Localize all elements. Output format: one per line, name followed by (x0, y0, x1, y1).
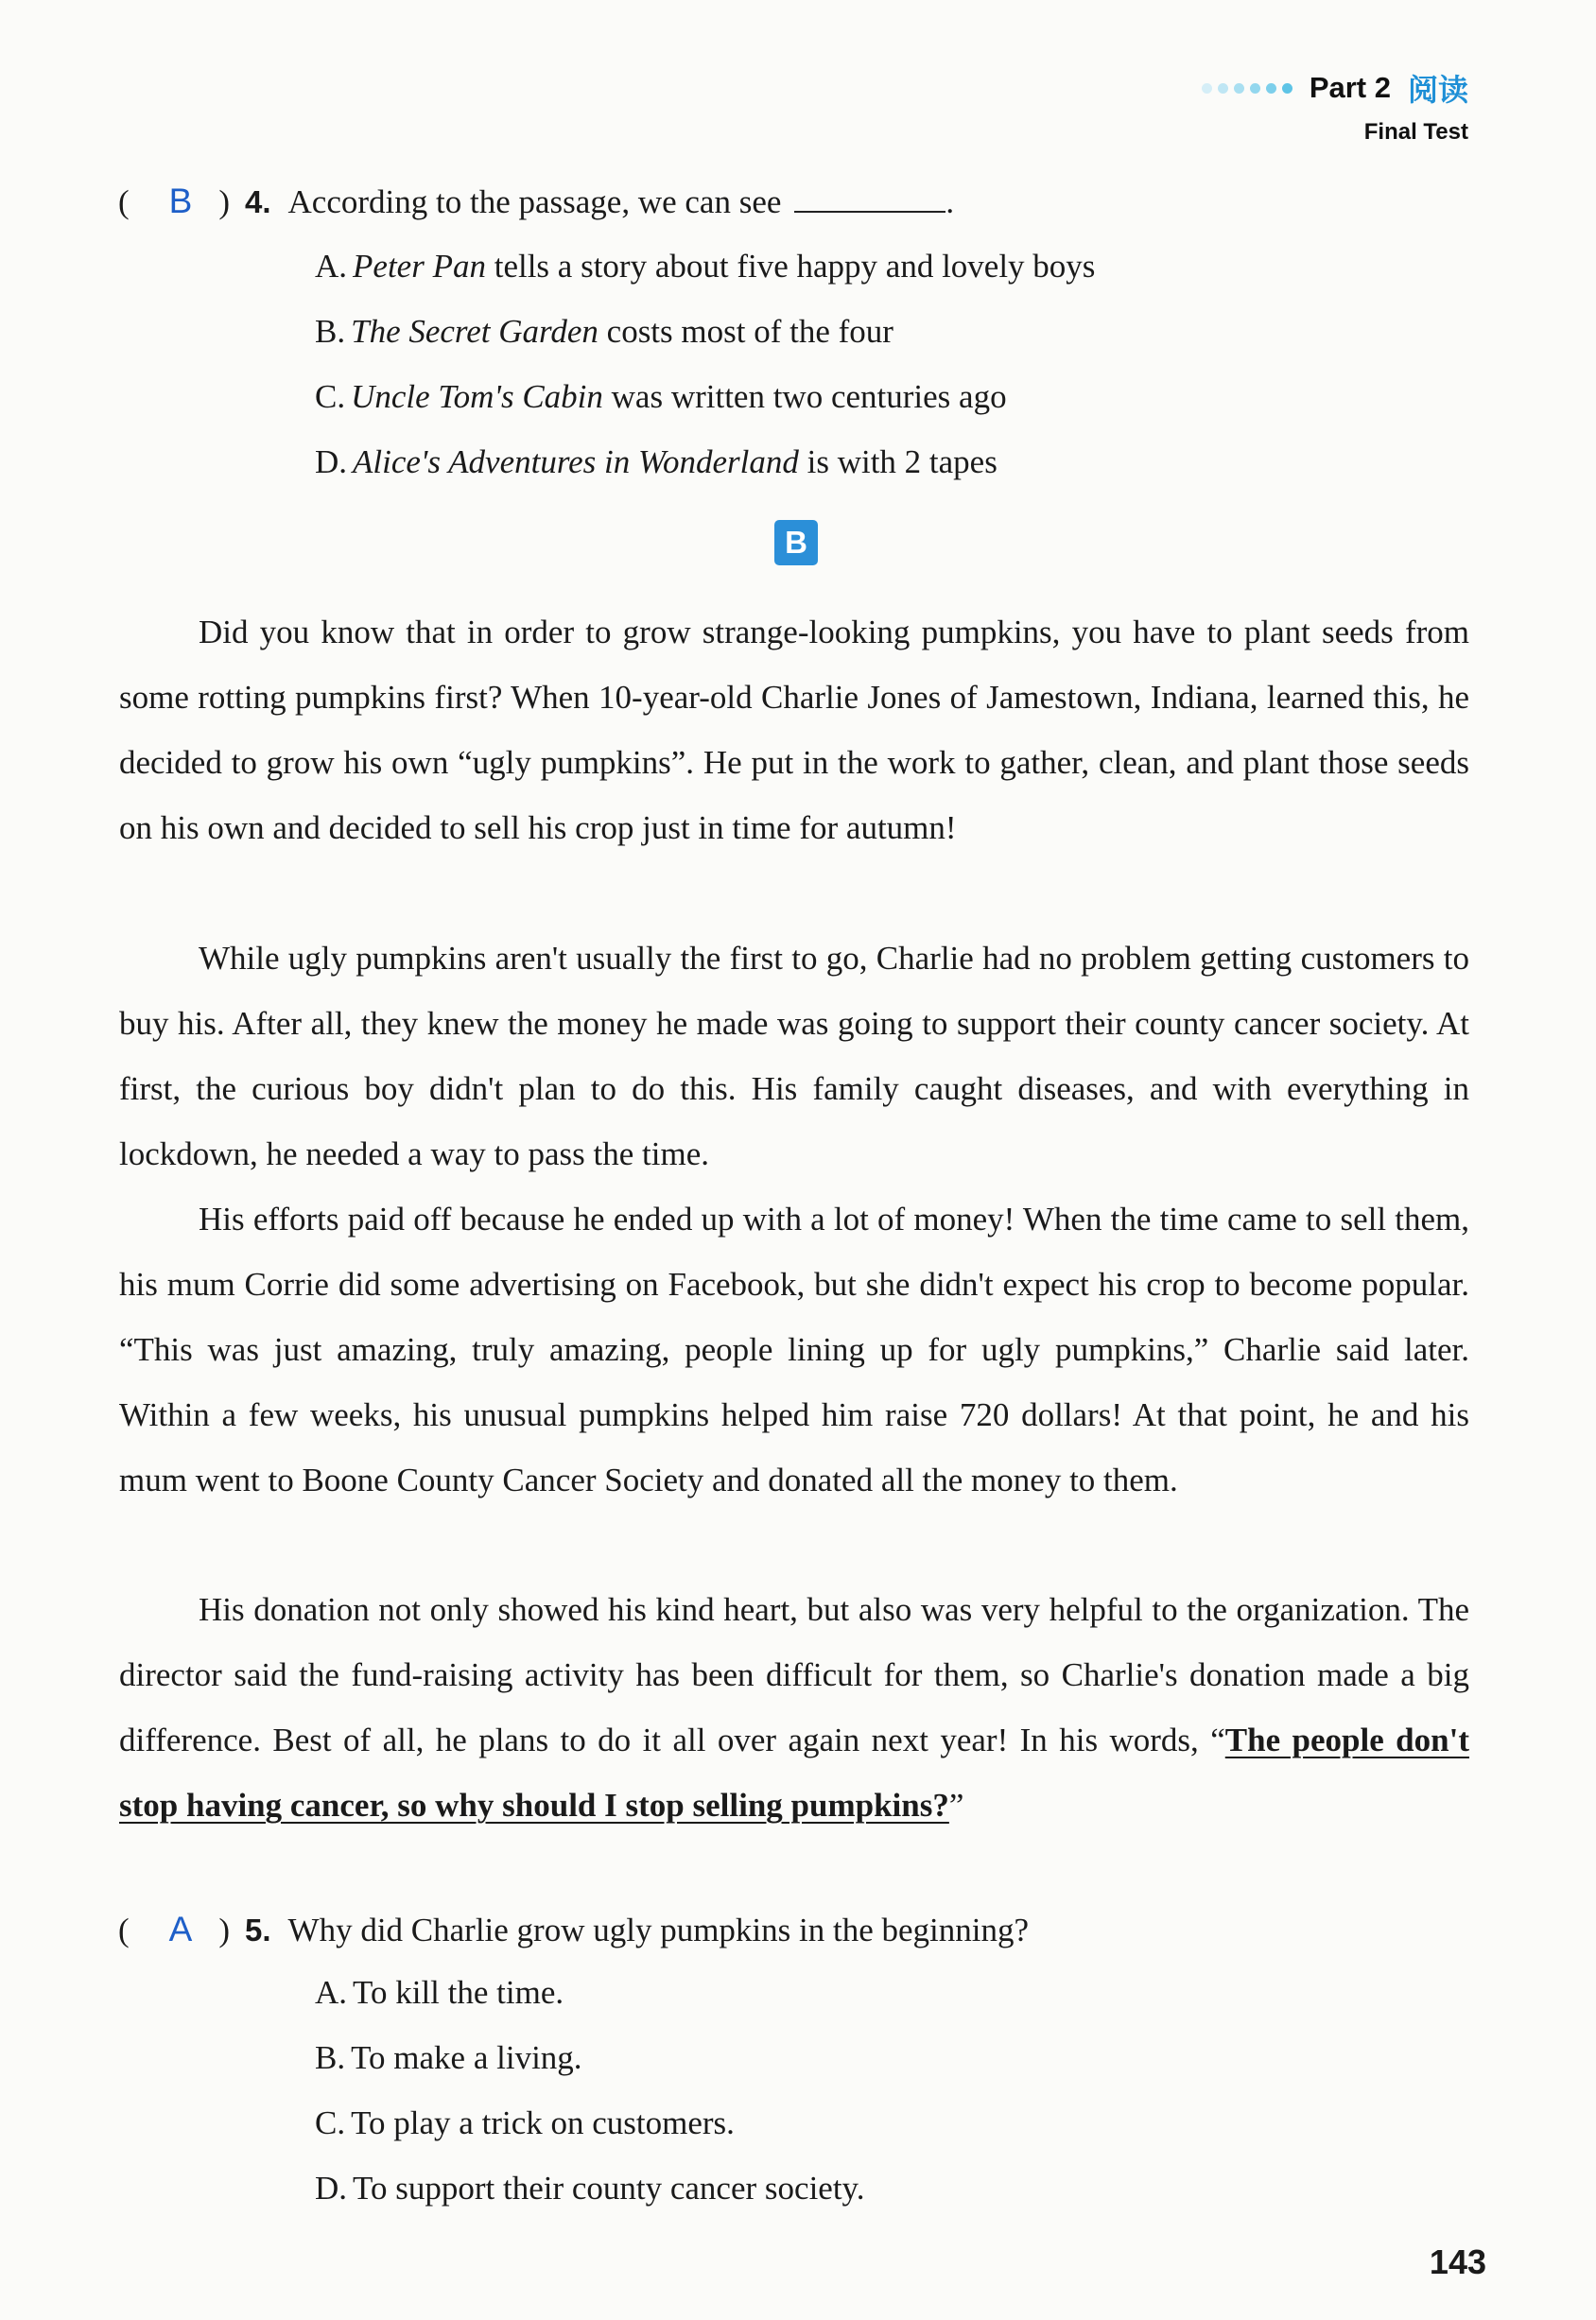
final-test-label: Final Test (1363, 119, 1468, 145)
q4-option-b: B. The Secret Garden costs most of the four (315, 313, 893, 350)
passage-paragraph-3: His efforts paid off because he ended up with a lot of money! When the time came to sell them, his mum Corrie did some advertising on Facebook, but she didn't expect his crop to become popular. “This was just amazing, truly amazing, people lining up for ugly pumpkins,” Charlie said later. Within a few weeks, his unusual pumpkins helped him raise 720 dollars! At that point, he and his mum went to Boone County Cancer Society and donated all the money to them. (119, 1201, 1469, 1498)
q4-option-a: A. Peter Pan tells a story about five happy and lovely boys (315, 248, 1096, 285)
q4-option-c: C. Uncle Tom's Cabin was written two centuries ago (315, 378, 1007, 415)
passage-paragraph-2: While ugly pumpkins aren't usually the first to go, Charlie had no problem getting customers to buy his. After all, they knew the money he made was going to support their county cancer society. At first, the curious boy didn't plan to do this. His family caught diseases, and with everything in lockdown, he needed a way to pass the time. (119, 940, 1469, 1172)
dots-decoration (1202, 83, 1292, 94)
page-number: 143 (1429, 2242, 1486, 2281)
part-chinese-label: 阅读 (1407, 72, 1468, 108)
q5-stem: Why did Charlie grow ugly pumpkins in the beginning? (287, 1912, 1030, 1948)
section-b-badge: B (774, 520, 818, 565)
passage-paragraph-4: His donation not only showed his kind heart, but also was very helpful to the organization. The director said the fund-raising activity has been difficult for them, so Charlie's donation made a big difference. Best of all, he plans to do it all over again next year! In his words, “The people don't stop having cancer, so why should I stop selling pumpkins?” (119, 1591, 1469, 1824)
q5-option-d: D. To support their county cancer society. (315, 2170, 865, 2207)
q4-number: 4. (245, 184, 271, 219)
passage-paragraph-1: Did you know that in order to grow strange-looking pumpkins, you have to plant seeds from some rotting pumpkins first? When 10-year-old Charlie Jones of Jamestown, Indiana, learned this, he decided to grow his own “ugly pumpkins”. He put in the work to gather, clean, and plant those seeds on his own and decided to sell his crop just in time for autumn! (119, 614, 1469, 846)
part-label: Part 2 (1309, 71, 1391, 104)
q5-answer: A (168, 1910, 193, 1948)
q5-option-a: A. To kill the time. (315, 1974, 564, 2011)
highlighted-quote: The people don't stop having cancer, so why should I stop selling pumpkins? (119, 1722, 1469, 1824)
answer-blank (794, 210, 945, 213)
question-4: ( B ) 4. According to the passage, we can see . (118, 182, 955, 220)
question-5: ( A ) 5. Why did Charlie grow ugly pumpkins in the beginning? (118, 1910, 1030, 1948)
q5-number: 5. (245, 1913, 271, 1948)
q4-option-d: D. Alice's Adventures in Wonderland is with 2 tapes (315, 443, 998, 480)
q5-option-c: C. To play a trick on customers. (315, 2104, 735, 2141)
page-header (1202, 66, 1468, 146)
q4-answer: B (168, 182, 193, 220)
q4-stem: According to the passage, we can see (287, 183, 782, 220)
q5-option-b: B. To make a living. (315, 2039, 582, 2076)
